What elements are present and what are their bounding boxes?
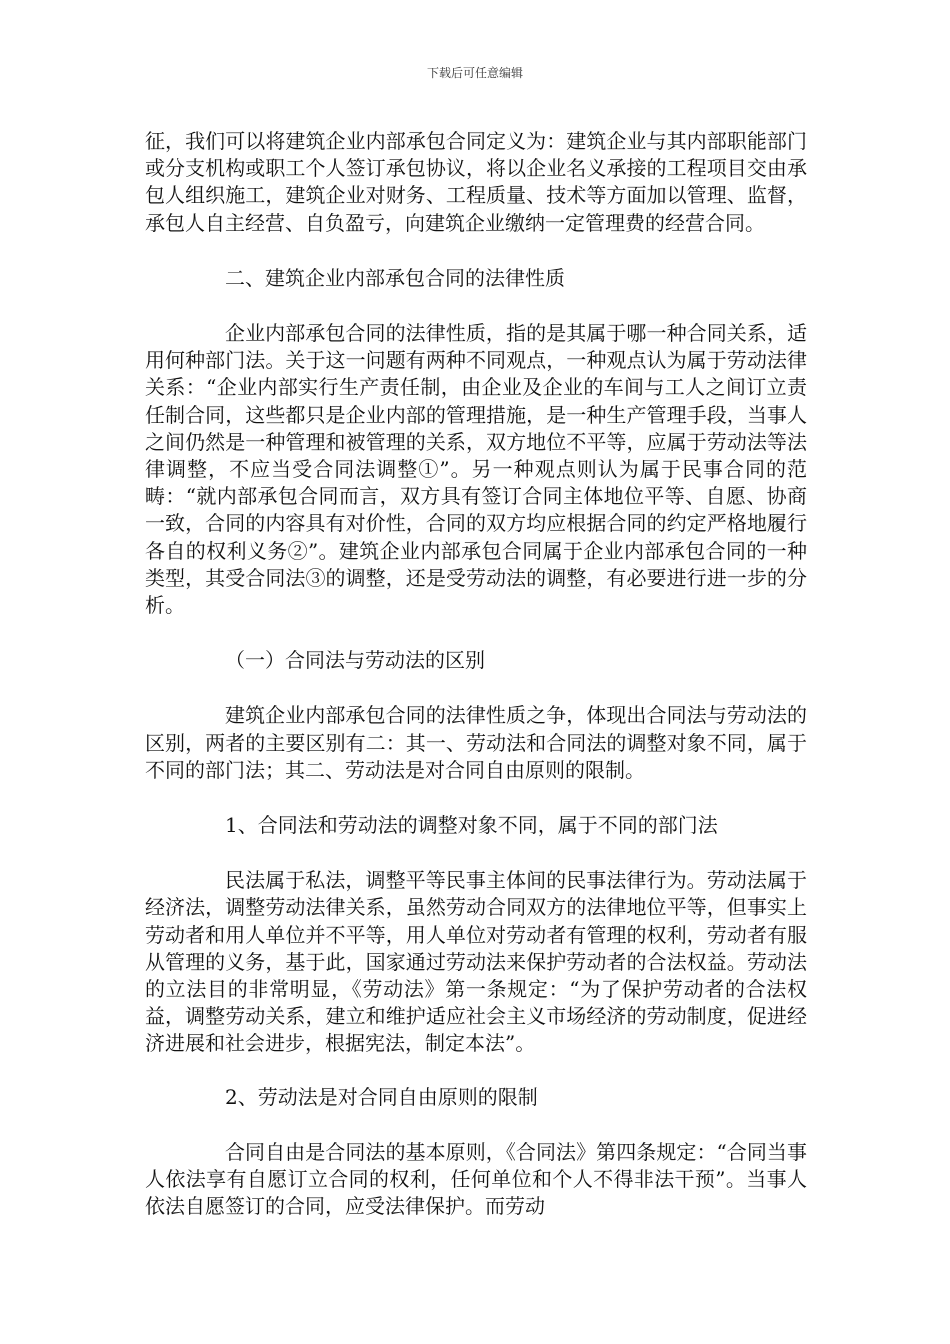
subsection-heading-differences: （一）合同法与劳动法的区别 xyxy=(225,648,485,673)
page-header-note: 下载后可任意编辑 xyxy=(426,66,523,80)
paragraph-differences: 建筑企业内部承包合同的法律性质之争，体现出合同法与劳动法的区别，两者的主要区别有二：其一、劳动法和合同法的调整对象不同，属于不同的部门法；其二、劳动法是对合同自由原则的限制。 xyxy=(145,703,807,782)
item-heading-contract-freedom: 2、劳动法是对合同自由原则的限制 xyxy=(225,1084,538,1109)
paragraph-definition: 征，我们可以将建筑企业内部承包合同定义为：建筑企业与其内部职能部门或分支机构或职工个人签订承包协议，将以企业名义承接的工程项目交由承包人组织施工，建筑企业对财务、工程质量、技术等方面加以管理、监督，承包人自主经营、自负盈亏，向建筑企业缴纳一定管理费的经营合同。 xyxy=(145,129,807,235)
item-heading-adjustment-objects: 1、合同法和劳动法的调整对象不同，属于不同的部门法 xyxy=(225,813,718,838)
paragraph-contract-freedom: 合同自由是合同法的基本原则，《合同法》第四条规定：“合同当事人依法享有自愿订立合同的权利，任何单位和个人不得非法干预”。当事人依法自愿签订的合同，应受法律保护。而劳动 xyxy=(145,1139,807,1219)
paragraph-legal-nature: 企业内部承包合同的法律性质，指的是其属于哪一种合同关系，适用何种部门法。关于这一问题有两种不同观点，一种观点认为属于劳动法律关系：“企业内部实行生产责任制，由企业及企业的车间与工人之间订立责任制合同，这些都只是企业内部的管理措施，是一种生产管理手段，当事人之间仍然是一种管理和被管理的关系，双方地位不平等，应属于劳动法等法律调整，不应当受合同法调整①”。另一种观点则认为属于民事合同的范畴：“就内部承包合同而言，双方具有签订合同主体地位平等、自愿、协商一致，合同的内容具有对价性，合同的双方均应根据合同的约定严格地履行各自的权利义务②”。建筑企业内部承包合同属于企业内部承包合同的一种类型，其受合同法③的调整，还是受劳动法的调整，有必要进行进一步的分析。 xyxy=(145,321,807,618)
document-body xyxy=(145,128,807,1221)
section-heading-legal-nature: 二、建筑企业内部承包合同的法律性质 xyxy=(225,265,565,290)
paragraph-adjustment-objects: 民法属于私法，调整平等民事主体间的民事法律行为。劳动法属于经济法，调整劳动法律关系，虽然劳动合同双方的法律地位平等，但事实上劳动者和用人单位并不平等，用人单位对劳动者有管理的权利，劳动者有服从管理的义务，基于此，国家通过劳动法来保护劳动者的合法权益。劳动法的立法目的非常明显，《劳动法》第一条规定：“为了保护劳动者的合法权益，调整劳动关系，建立和维护适应社会主义市场经济的劳动制度，促进经济进展和社会进步，根据宪法，制定本法”。 xyxy=(145,868,807,1056)
